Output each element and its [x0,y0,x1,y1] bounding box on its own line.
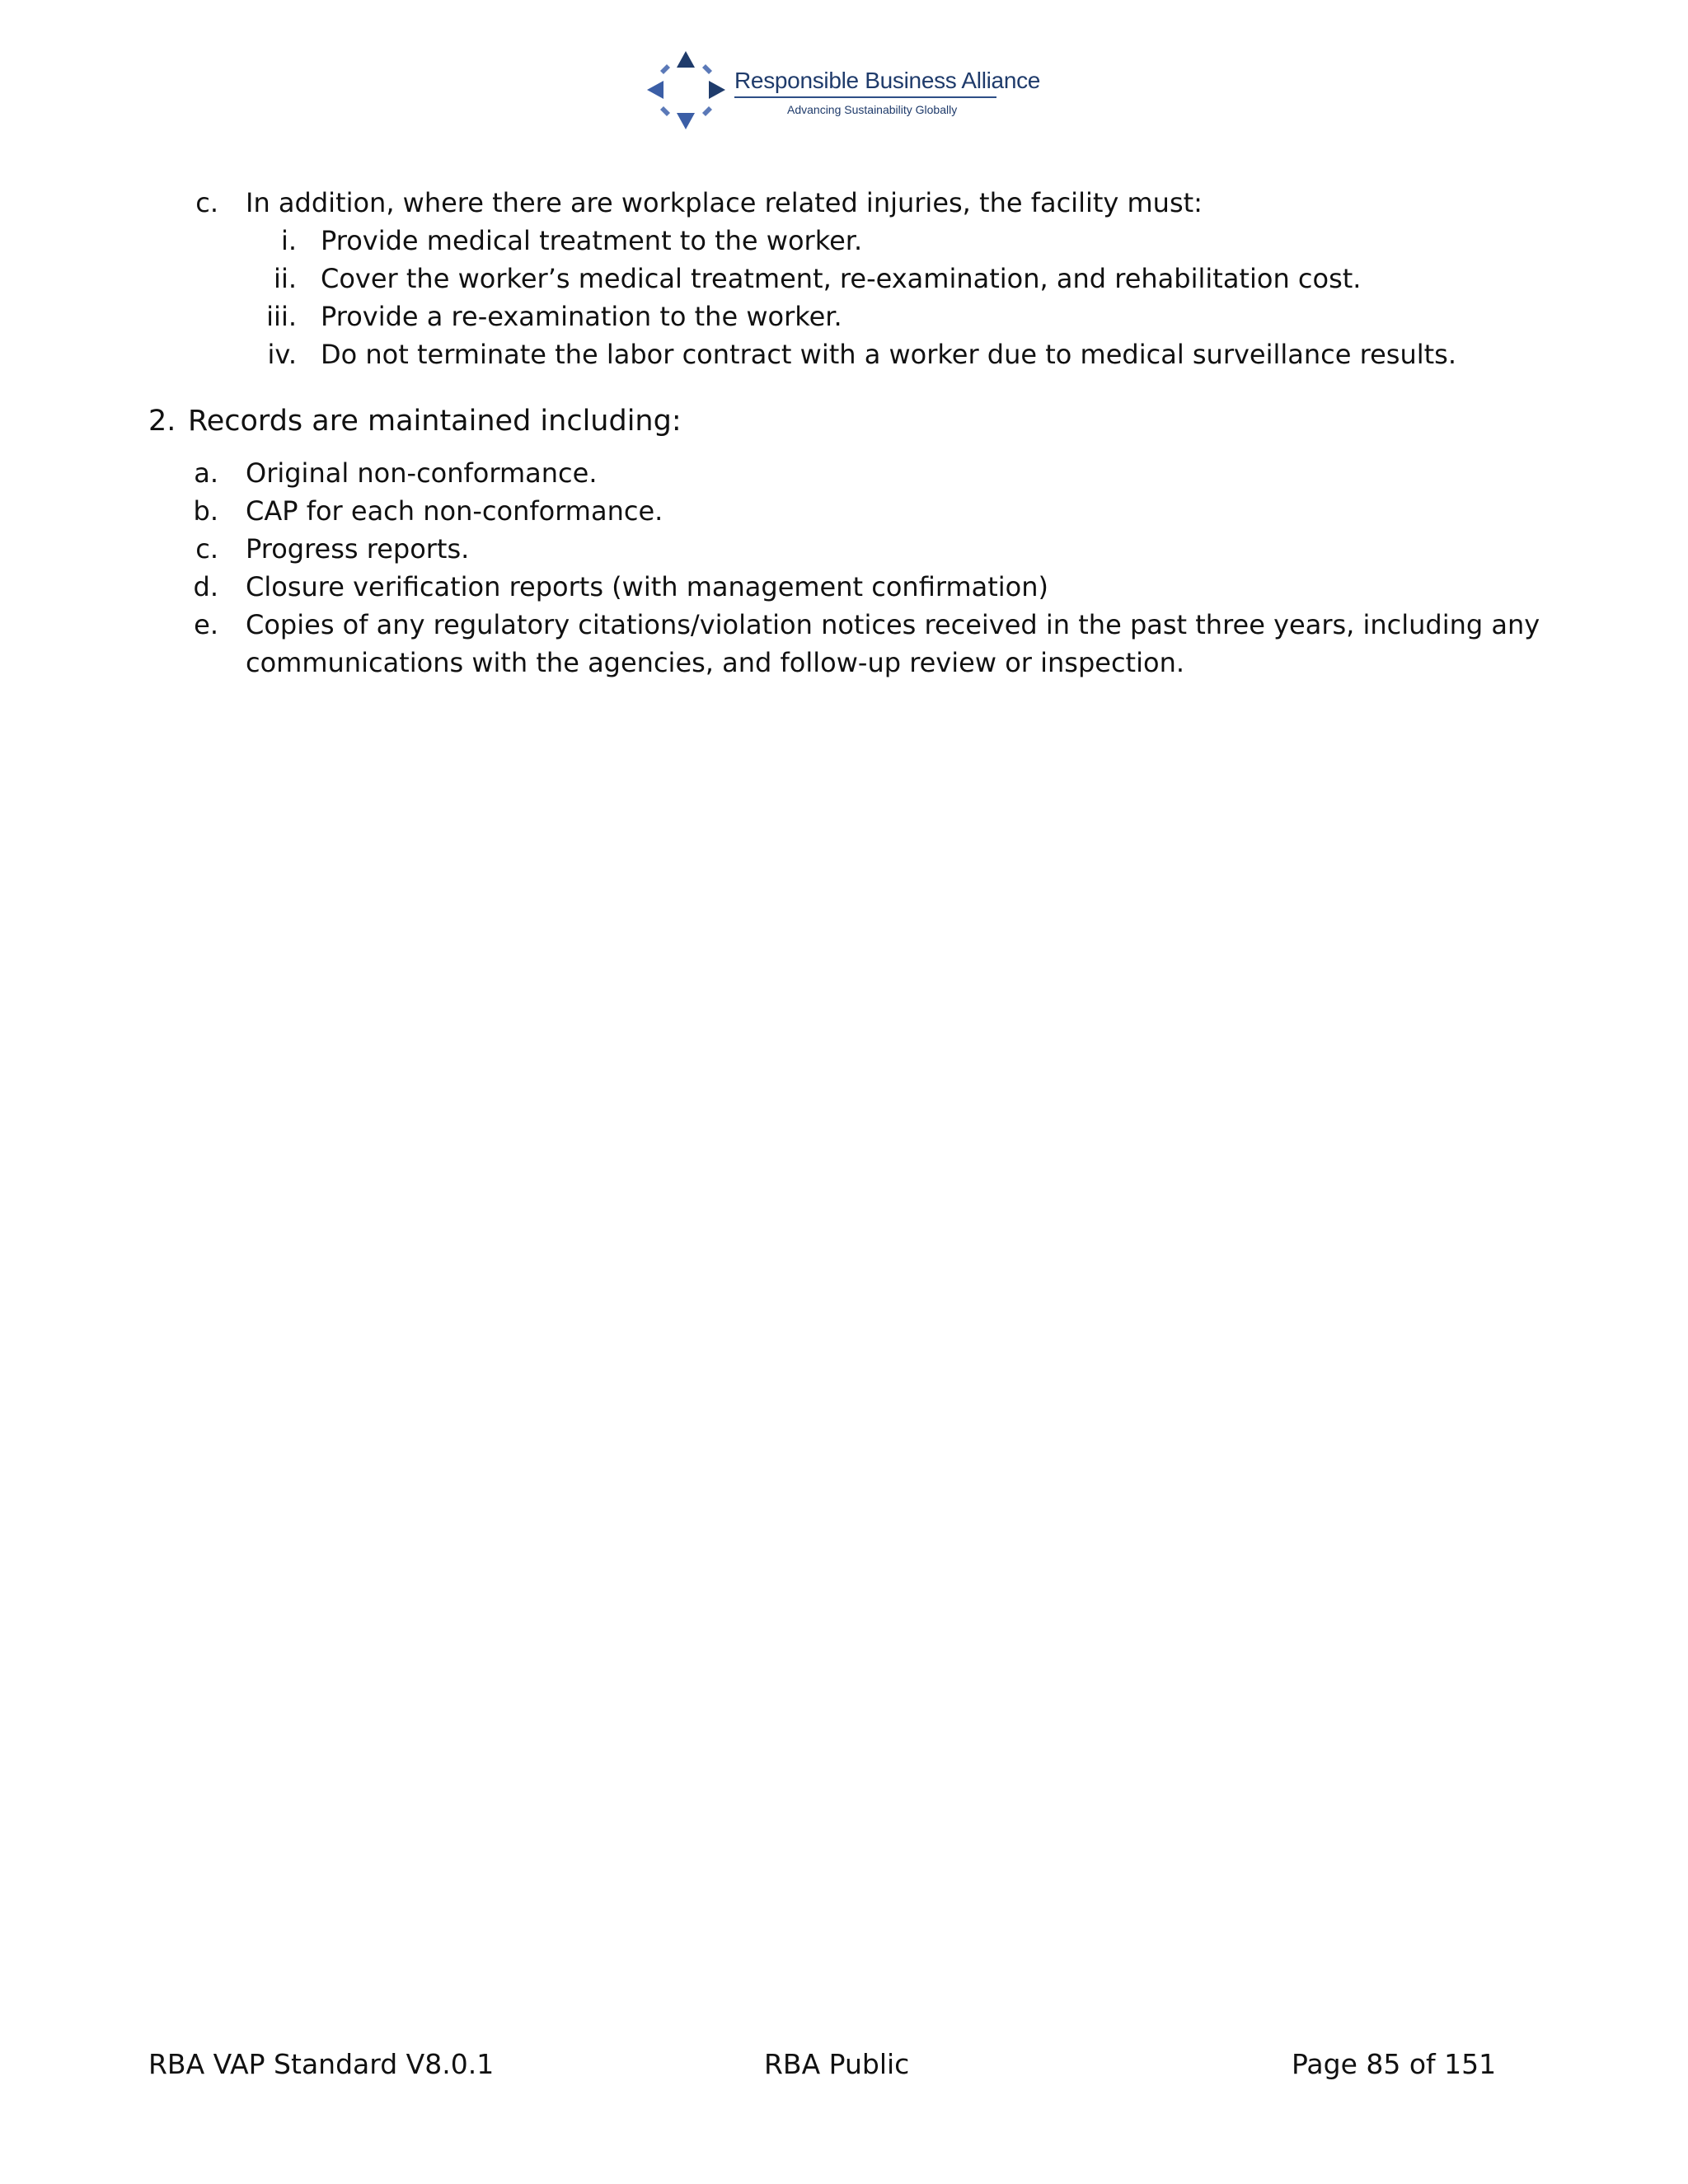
sublist-item-text: Provide a re-examination to the worker. [321,301,842,332]
sublist-marker: ii. [274,263,297,294]
rba-compass-icon [647,51,725,129]
list-item-text: Progress reports. [246,533,470,565]
list-item-text-continuation: communications with the agencies, and follow-up review or inspection. [246,647,1185,678]
list-marker: e. [194,609,218,640]
list-item-text: CAP for each non-conformance. [246,495,663,527]
list-marker: b. [193,495,218,527]
sublist-item-text: Cover the worker’s medical treatment, re-examination, and rehabilitation cost. [321,263,1362,294]
sublist-marker: i. [280,225,297,256]
sublist-marker: iii. [266,301,297,332]
list-marker: d. [193,571,218,602]
section-heading: Records are maintained including: [188,405,682,438]
rba-logo [647,51,1041,129]
list-marker: c. [195,187,218,218]
sublist-item-text: Do not terminate the labor contract with a worker due to medical surveillance results. [321,339,1456,370]
list-marker: c. [195,533,218,565]
list-marker: a. [194,457,218,489]
list-item-text: In addition, where there are workplace related injuries, the facility must: [246,187,1203,218]
list-item-text: Copies of any regulatory citations/violation notices received in the past three years, including any [246,609,1540,640]
logo-tagline: Advancing Sustainability Globally [787,103,958,116]
sublist-marker: iv. [267,339,297,370]
footer-page-number: Page 85 of 151 [1292,2048,1497,2080]
footer-document-title: RBA VAP Standard V8.0.1 [148,2048,495,2080]
list-item-text: Closure verification reports (with management confirmation) [246,571,1048,602]
logo-divider [734,96,996,98]
logo-title: Responsible Business Alliance [734,68,1041,93]
sublist-item-text: Provide medical treatment to the worker. [321,225,863,256]
list-item-text: Original non-conformance. [246,457,598,489]
section-number: 2. [148,405,176,438]
footer-classification: RBA Public [764,2048,910,2080]
